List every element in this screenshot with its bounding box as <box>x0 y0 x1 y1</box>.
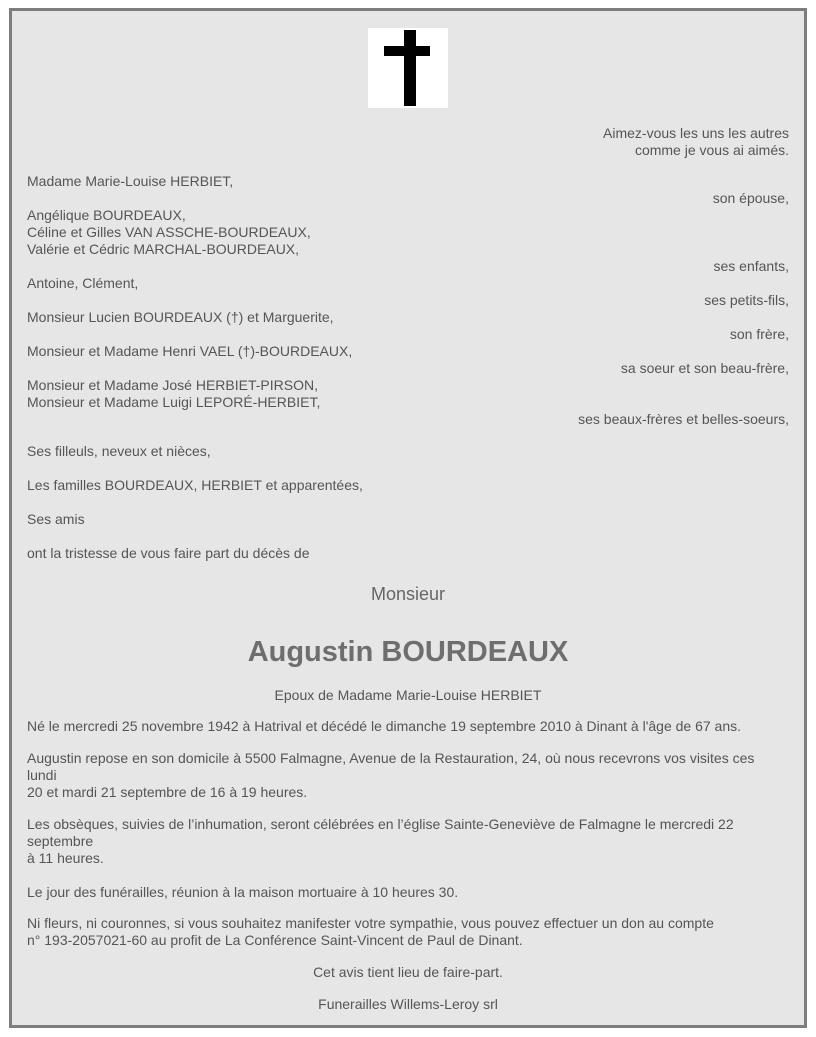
grandchildren-role: ses petits-fils, <box>704 292 789 308</box>
child-1: Angélique BOURDEAUX, <box>27 207 186 223</box>
spouse-name: Madame Marie-Louise HERBIET, <box>27 173 234 189</box>
children-role: ses enfants, <box>713 258 789 274</box>
inlaw-2: Monsieur et Madame Luigi LEPORÉ-HERBIET, <box>27 394 321 410</box>
inlaw-1: Monsieur et Madame José HERBIET-PIRSON, <box>27 377 318 393</box>
notice: Cet avis tient lieu de faire-part. <box>313 964 503 980</box>
repose-line-2: lundi <box>27 767 57 783</box>
cross-icon <box>368 28 448 108</box>
child-2: Céline et Gilles VAN ASSCHE-BOURDEAUX, <box>27 224 311 240</box>
brother: Monsieur Lucien BOURDEAUX (†) et Marguerite, <box>27 309 334 325</box>
child-3: Valérie et Cédric MARCHAL-BOURDEAUX, <box>27 241 300 257</box>
donation-line-2: n° 193-2057021-60 au profit de La Conférence Saint-Vincent de Paul de Dinant. <box>27 932 523 948</box>
deceased-name: Augustin BOURDEAUX <box>247 636 569 668</box>
meeting: Le jour des funérailles, réunion à la maison mortuaire à 10 heures 30. <box>27 884 459 900</box>
funeral-home: Funerailles Willems-Leroy srl <box>318 996 498 1012</box>
friends: Ses amis <box>27 511 85 527</box>
repose-line-3: 20 et mardi 21 septembre de 16 à 19 heures. <box>27 784 308 800</box>
obituary-card <box>9 8 807 1028</box>
spouse-role: son épouse, <box>712 190 789 206</box>
deceased-title: Monsieur <box>370 584 446 604</box>
announcement: ont la tristesse de vous faire part du décès de <box>27 545 310 561</box>
sister-role: sa soeur et son beau-frère, <box>620 360 789 376</box>
inlaws-role: ses beaux-frères et belles-soeurs, <box>578 411 789 427</box>
sister: Monsieur et Madame Henri VAEL (†)-BOURDEAUX, <box>27 343 353 359</box>
repose-line-1: Augustin repose en son domicile à 5500 Falmagne, Avenue de la Restauration, 24, où nous recevrons vos visites ces <box>27 750 755 766</box>
families: Les familles BOURDEAUX, HERBIET et apparentées, <box>27 477 363 493</box>
grandchildren: Antoine, Clément, <box>27 275 139 291</box>
birth-death: Né le mercredi 25 novembre 1942 à Hatrival et décédé le dimanche 19 septembre 2010 à Dinant à l'âge de 67 ans. <box>27 718 741 734</box>
funeral-line-1: Les obsèques, suivies de l’inhumation, seront célébrées en l’église Sainte-Geneviève de Falmagne le mercredi 22 <box>27 816 734 832</box>
funeral-line-2: septembre <box>27 833 94 849</box>
brother-role: son frère, <box>729 326 789 342</box>
motto-line-2: comme je vous ai aimés. <box>634 142 789 158</box>
funeral-line-3: à 11 heures. <box>27 850 104 866</box>
godchildren: Ses filleuls, neveux et nièces, <box>27 443 211 459</box>
donation-line-1: Ni fleurs, ni couronnes, si vous souhaitez manifester votre sympathie, vous pouvez effectuer un don au compte <box>27 915 714 931</box>
deceased-spouse: Epoux de Madame Marie-Louise HERBIET <box>274 687 542 703</box>
motto-line-1: Aimez-vous les uns les autres <box>603 125 789 141</box>
